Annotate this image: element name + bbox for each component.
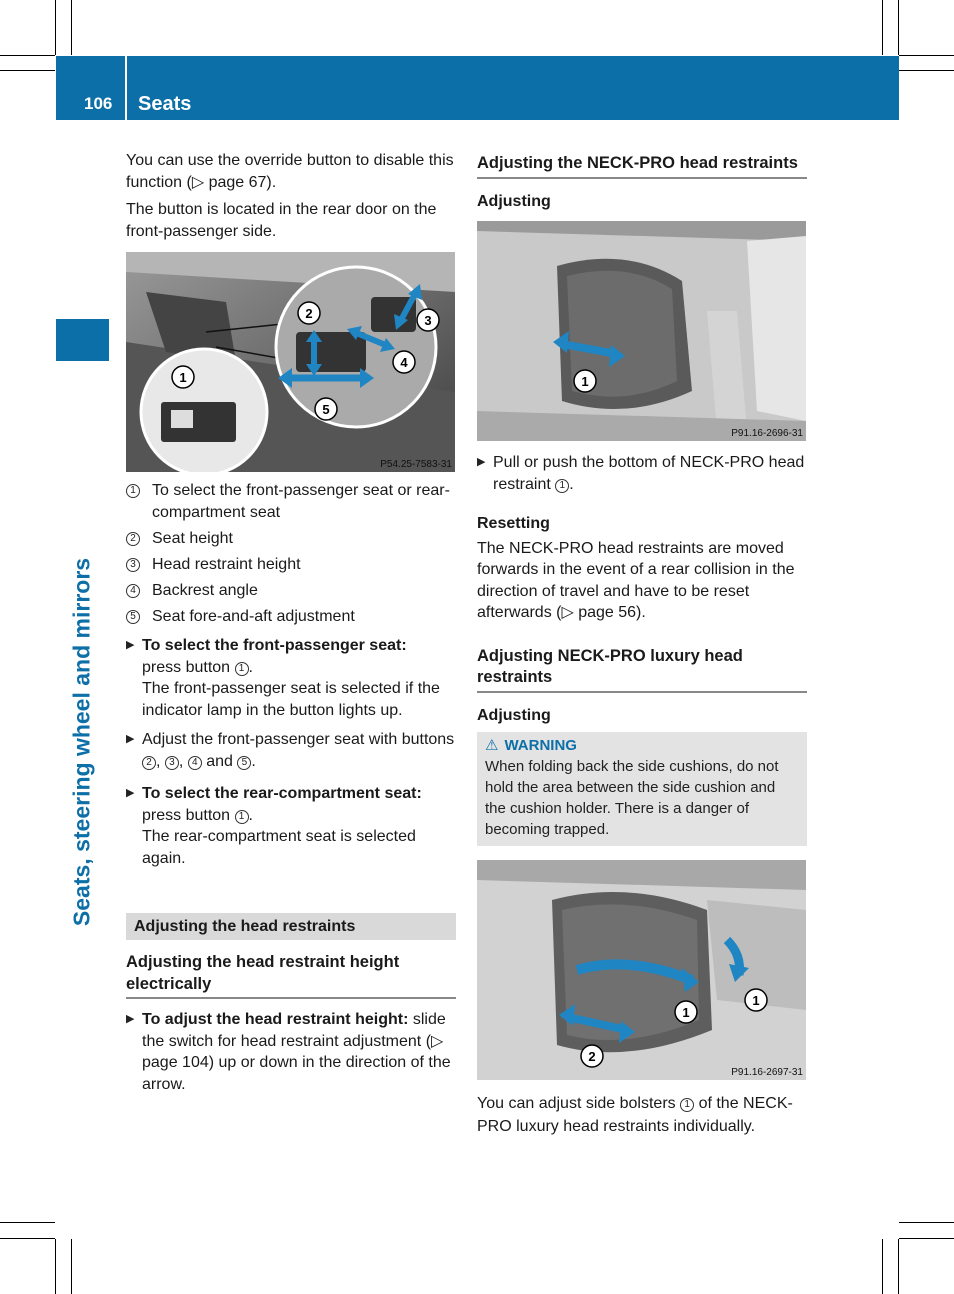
subsection-heading: Adjusting the head restraint height electrically	[126, 952, 456, 999]
step-text: and	[206, 752, 233, 770]
crop-mark	[71, 0, 72, 55]
step-text: The rear-compartment seat is selected again.	[142, 828, 416, 867]
crop-mark	[0, 1238, 55, 1239]
door-switch-illustration	[126, 252, 455, 472]
callout-number-icon: 4	[188, 756, 202, 770]
callout-number-icon: 1	[555, 479, 569, 493]
svg-text:5: 5	[322, 402, 330, 417]
step-text: slide the switch for head restraint adjustment (▷ page 104) up or down in the direction of the arrow.	[142, 1011, 451, 1093]
final-paragraph	[477, 1092, 807, 1138]
crop-mark	[0, 1222, 55, 1223]
crop-mark	[899, 1238, 954, 1239]
callout-number-icon: 1	[680, 1098, 694, 1112]
legend-item	[126, 580, 456, 602]
section-heading: Adjusting the head restraints	[126, 913, 456, 940]
crop-mark	[899, 1222, 954, 1223]
callout-number-icon: 5	[126, 610, 140, 624]
callout-number-icon: 3	[165, 756, 179, 770]
door-switch-figure	[126, 252, 455, 472]
final-text: You can adjust side bolsters	[477, 1095, 676, 1112]
neckpro-illustration	[477, 221, 806, 441]
step-arrow-icon: ▶	[126, 787, 135, 799]
legend-text: To select the front-passenger seat or rear-compartment seat	[152, 482, 450, 521]
neckpro-figure	[477, 221, 806, 441]
page-number: 106	[84, 94, 113, 113]
legend-item	[126, 480, 456, 523]
callout-number-icon: 5	[237, 756, 251, 770]
legend-item	[126, 528, 456, 550]
right-column	[477, 153, 807, 1138]
step-text: press button	[142, 658, 231, 676]
legend-item	[126, 606, 456, 628]
instruction-step: ▶ Pull or push the bottom of NECK-PRO head restraint 1 .	[477, 452, 807, 495]
svg-text:2: 2	[588, 1049, 596, 1064]
legend-item	[126, 554, 456, 576]
instruction-step: ▶ Adjust the front-passenger seat with buttons 2 , 3 , 4 and 5 .	[126, 729, 456, 772]
callout-number-icon: 3	[126, 558, 140, 572]
crop-mark	[55, 0, 56, 55]
crop-mark	[0, 55, 55, 56]
minor-heading: Adjusting	[477, 192, 551, 210]
step-text: Pull or push the bottom of NECK-PRO head restraint	[493, 454, 805, 493]
warning-box	[477, 732, 807, 846]
callout-number-icon: 1	[235, 662, 249, 676]
figure-legend	[126, 480, 456, 627]
callout-number-icon: 2	[142, 756, 156, 770]
callout-number-icon: 1	[126, 484, 140, 498]
subsection-heading: Adjusting the NECK-PRO head restraints	[477, 153, 807, 179]
crop-mark	[898, 1239, 899, 1294]
warning-title	[485, 736, 799, 756]
subsection-heading: Adjusting NECK-PRO luxury head restraints	[477, 646, 807, 693]
svg-text:2: 2	[305, 306, 313, 321]
instruction-step	[126, 1009, 456, 1095]
instruction-step: ▶ To select the rear-compartment seat: press button 1 . The rear-compartment seat is selected again.	[126, 783, 456, 869]
figure-code: P91.16-2697-31	[731, 1067, 803, 1078]
callout-number-icon: 4	[126, 584, 140, 598]
minor-heading: Resetting	[477, 515, 550, 532]
callout-number-icon: 2	[126, 532, 140, 546]
step-arrow-icon: ▶	[126, 733, 135, 745]
minor-heading: Adjusting	[477, 706, 551, 724]
chapter-tab	[56, 319, 109, 361]
legend-text: Backrest angle	[152, 581, 258, 599]
step-text: press button	[142, 806, 231, 824]
crop-mark	[71, 1239, 72, 1294]
legend-text: Head restraint height	[152, 555, 301, 573]
reset-paragraph: The NECK-PRO head restraints are moved forwards in the event of a rear collision in the direction of travel and have to be reset afterwards (▷ page 56).	[477, 539, 795, 621]
header-divider	[125, 56, 127, 120]
svg-text:1: 1	[179, 370, 187, 385]
instruction-step: ▶ To select the front-passenger seat: press button 1 . The front-passenger seat is selected if the indicator lamp in the button lights up.	[126, 635, 456, 721]
callout-number-icon: 1	[235, 810, 249, 824]
final-text: of the NECK-PRO luxury head restraints individually.	[477, 1095, 793, 1135]
left-column	[126, 150, 456, 1095]
luxury-headrest-illustration	[477, 860, 806, 1080]
warning-label: WARNING	[504, 737, 577, 754]
chapter-title: Seats, steering wheel and mirrors	[68, 557, 95, 927]
crop-mark	[882, 0, 883, 55]
figure-code: P54.25-7583-31	[380, 459, 452, 470]
step-text: The front-passenger seat is selected if the indicator lamp in the button lights up.	[142, 680, 440, 719]
step-heading: To adjust the head restraint height:	[142, 1011, 409, 1028]
svg-text:1: 1	[581, 374, 589, 389]
crop-mark	[899, 55, 954, 56]
luxury-headrest-figure	[477, 860, 806, 1080]
svg-text:4: 4	[400, 355, 408, 370]
step-text: Adjust the front-passenger seat with buttons	[142, 731, 455, 748]
crop-mark	[898, 0, 899, 55]
warning-icon: ⚠	[485, 737, 499, 754]
figure-code: P91.16-2696-31	[731, 428, 803, 439]
intro-paragraph-2: The button is located in the rear door on the front-passenger side.	[126, 201, 437, 240]
step-heading: To select the rear-compartment seat:	[142, 785, 422, 802]
warning-text: When folding back the side cushions, do not hold the area between the side cushion and the cushion holder. There is a danger of becoming trapped.	[485, 758, 779, 838]
crop-mark	[0, 70, 55, 71]
svg-text:3: 3	[424, 313, 432, 328]
svg-text:1: 1	[752, 993, 760, 1008]
legend-text: Seat fore-and-aft adjustment	[152, 607, 355, 625]
section-title: Seats	[138, 93, 192, 115]
step-arrow-icon: ▶	[477, 456, 486, 468]
svg-text:1: 1	[682, 1005, 690, 1020]
intro-paragraph-1: You can use the override button to disable this function (▷ page 67).	[126, 152, 454, 191]
crop-mark	[882, 1239, 883, 1294]
crop-mark	[899, 70, 954, 71]
step-heading: To select the front-passenger seat:	[142, 637, 407, 654]
step-arrow-icon: ▶	[126, 1013, 135, 1025]
step-arrow-icon: ▶	[126, 639, 135, 651]
legend-text: Seat height	[152, 529, 233, 547]
crop-mark	[55, 1239, 56, 1294]
